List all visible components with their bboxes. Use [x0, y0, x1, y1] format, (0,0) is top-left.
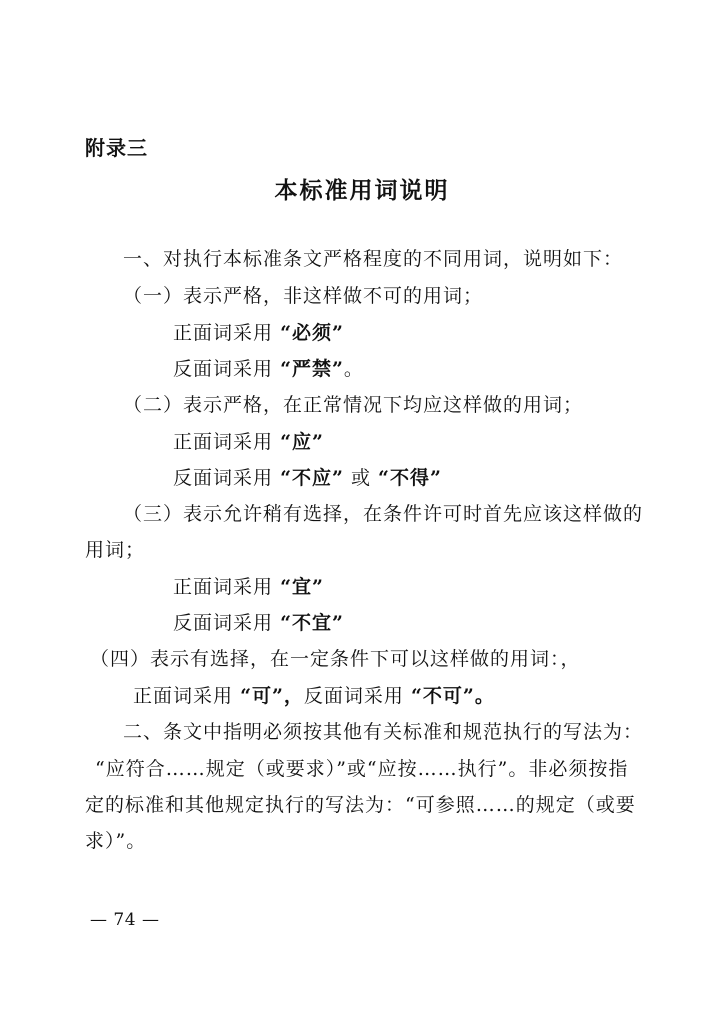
negative-prefix: 反面词采用: [173, 358, 274, 380]
positive-word: “应”: [280, 431, 324, 453]
appendix-label: 附录三: [85, 136, 148, 160]
negative-word: “不宜”: [280, 612, 344, 634]
group4-usage-line: [133, 683, 495, 709]
negative-suffix: 。: [343, 358, 364, 380]
positive-prefix: 正面词采用: [133, 685, 234, 707]
group1-positive-line: [173, 320, 344, 346]
group3-heading-line1: （三）表示允许稍有选择，在条件许可时首先应该这样做的: [123, 503, 644, 525]
negative-word: “严禁”: [280, 358, 344, 380]
section2-line4: 求）”。: [85, 830, 147, 852]
group3-heading-line2: 用词；: [85, 539, 146, 561]
section1-intro: 一、对执行本标准条文严格程度的不同用词，说明如下：: [123, 248, 624, 270]
section2-line1: 二、条文中指明必须按其他有关标准和规范执行的写法为：: [123, 721, 644, 743]
section2-line2: “应符合……规定（或要求）”或“应按……执行”。非必须按指: [95, 758, 629, 780]
group1-negative-line: [173, 356, 364, 382]
negative-prefix: 反面词采用: [173, 467, 274, 489]
group1-heading: （一）表示严格，非这样做不可的用词；: [123, 285, 484, 307]
group2-negative-line: [173, 465, 442, 491]
section2-line3: 定的标准和其他规定执行的写法为：“可参照……的规定（或要: [85, 794, 636, 816]
positive-prefix: 正面词采用: [173, 322, 274, 344]
group2-positive-line: [173, 429, 324, 455]
negative-prefix: 反面词采用: [173, 612, 274, 634]
positive-word: “可”，: [240, 685, 304, 707]
group3-positive-line: [173, 574, 324, 600]
positive-word: “宜”: [280, 576, 324, 598]
positive-prefix: 正面词采用: [173, 576, 274, 598]
document-title: 本标准用词说明: [274, 177, 450, 204]
group2-heading: （二）表示严格，在正常情况下均应这样做的用词；: [123, 394, 584, 416]
positive-word: “必须”: [280, 322, 344, 344]
group3-negative-line: [173, 610, 344, 636]
negative-prefix: 反面词采用: [303, 685, 404, 707]
positive-prefix: 正面词采用: [173, 431, 274, 453]
connector: 或: [350, 467, 371, 489]
page-number: — 74 —: [90, 910, 160, 930]
negative-word-b: “不得”: [378, 467, 442, 489]
group4-heading: （四）表示有选择，在一定条件下可以这样做的用词：，: [90, 648, 581, 670]
negative-word-a: “不应”: [280, 467, 344, 489]
negative-word: “不可”。: [410, 685, 495, 707]
